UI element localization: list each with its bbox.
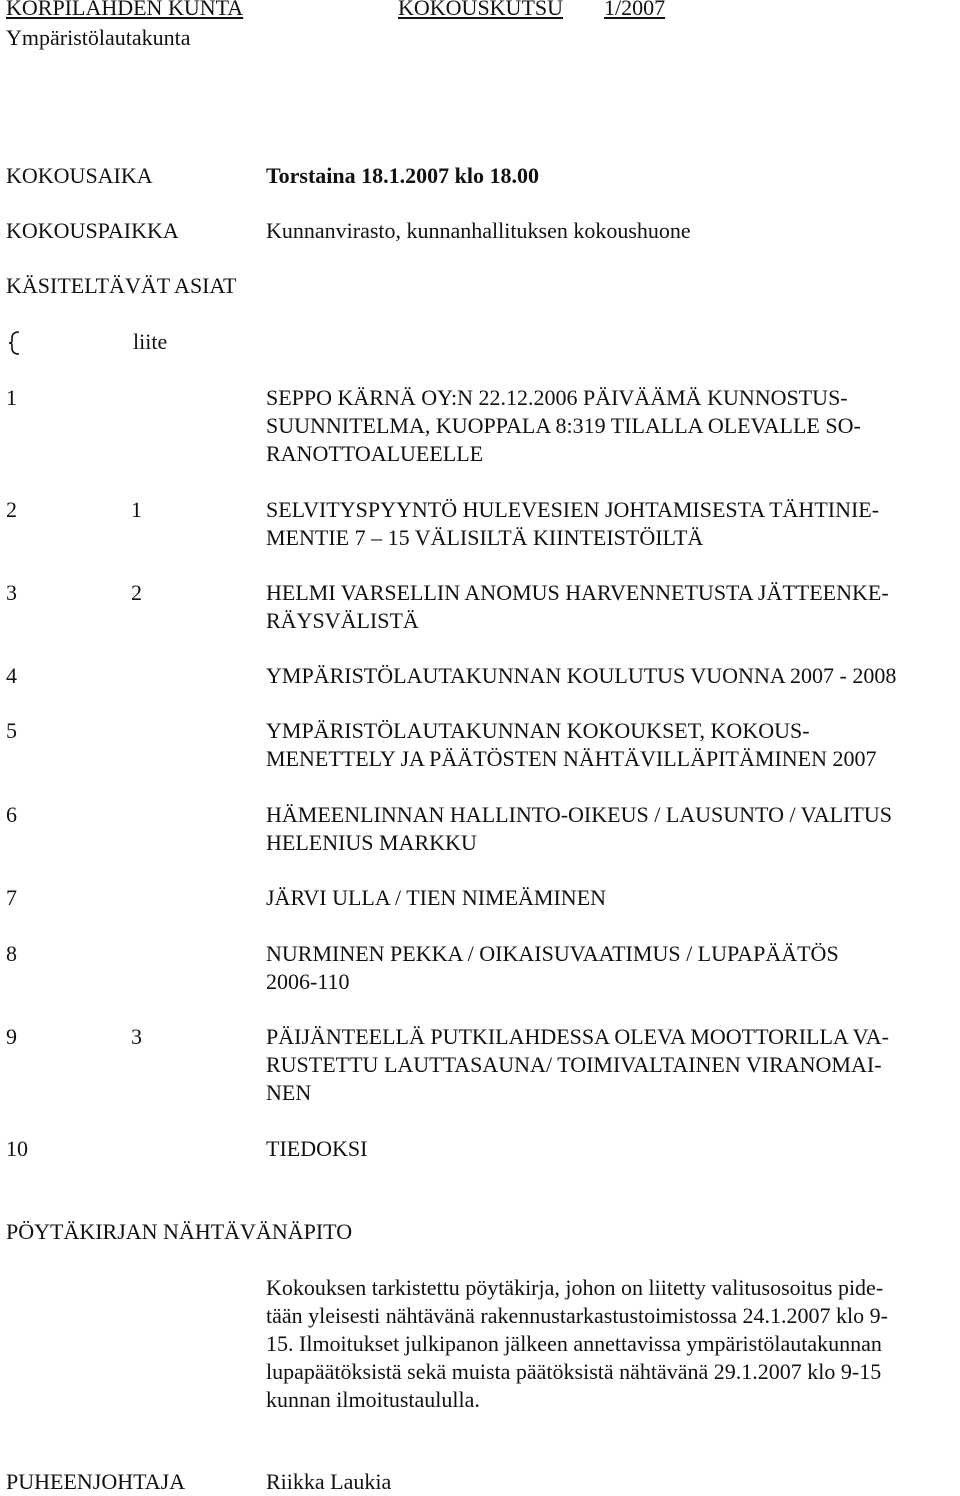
item-number: 5	[6, 718, 17, 743]
meeting-time-label: KOKOUSAIKA	[6, 163, 153, 188]
document-type: KOKOUSKUTSU	[398, 0, 564, 20]
board-name: Ympäristölautakunta	[6, 25, 191, 50]
paragraph-line: tään yleisesti nähtävänä rakennustarkastustoimistossa 24.1.2007 klo 9-	[266, 1303, 888, 1328]
meeting-time-value: Torstaina 18.1.2007 klo 18.00	[266, 163, 540, 188]
item-title-line: MENETTELY JA PÄÄTÖSTEN NÄHTÄVILLÄPITÄMINEN 2007	[266, 746, 877, 771]
item-attachment: 1	[131, 497, 142, 522]
item-number: 2	[6, 497, 17, 522]
document-number: 1/2007	[604, 0, 666, 20]
item-number: 6	[6, 802, 17, 827]
paragraph-line: lupapäätöksistä sekä muista päätöksistä nähtävänä 29.1.2007 klo 9-15	[266, 1359, 882, 1384]
item-title-line: SELVITYSPYYNTÖ HULEVESIEN JOHTAMISESTA TÄHTINIE-	[266, 497, 880, 522]
meeting-place-value: Kunnanvirasto, kunnanhallituksen kokoushuone	[266, 218, 691, 243]
attachment-column-label: liite	[133, 329, 168, 354]
item-title-line: SUUNNITELMA, KUOPPALA 8:319 TILALLA OLEVALLE SO-	[266, 413, 861, 438]
agenda-heading: KÄSITELTÄVÄT ASIAT	[6, 273, 237, 298]
item-attachment: 3	[131, 1024, 142, 1049]
item-title-line: HELENIUS MARKKU	[266, 830, 477, 855]
item-number: 8	[6, 941, 17, 966]
attachment-marker-icon	[6, 330, 24, 356]
item-number: 4	[6, 663, 17, 688]
chair-name: Riikka Laukia	[266, 1469, 392, 1494]
item-title-line: PÄIJÄNTEELLÄ PUTKILAHDESSA OLEVA MOOTTORILLA VA-	[266, 1024, 889, 1049]
item-title-line: SEPPO KÄRNÄ OY:N 22.12.2006 PÄIVÄÄMÄ KUNNOSTUS-	[266, 385, 848, 410]
meeting-place-label: KOKOUSPAIKKA	[6, 218, 179, 243]
item-title-line: YMPÄRISTÖLAUTAKUNNAN KOULUTUS VUONNA 2007 - 2008	[266, 663, 897, 688]
item-number: 9	[6, 1024, 17, 1049]
item-number: 7	[6, 885, 17, 910]
item-title-line: NEN	[266, 1080, 312, 1105]
item-title-line: HELMI VARSELLIN ANOMUS HARVENNETUSTA JÄTTEENKE-	[266, 580, 889, 605]
paragraph-line: Kokouksen tarkistettu pöytäkirja, johon on liitetty valitusosoitus pide-	[266, 1275, 884, 1300]
item-number: 1	[6, 385, 17, 410]
item-title-line: RANOTTOALUEELLE	[266, 441, 484, 466]
paragraph-line: 15. Ilmoitukset julkipanon jälkeen annettavissa ympäristölautakunnan	[266, 1331, 882, 1356]
item-title-line: JÄRVI ULLA / TIEN NIMEÄMINEN	[266, 885, 607, 910]
minutes-heading: PÖYTÄKIRJAN NÄHTÄVÄNÄPITO	[6, 1219, 353, 1244]
item-title-line: NURMINEN PEKKA / OIKAISUVAATIMUS / LUPAPÄÄTÖS	[266, 941, 839, 966]
item-title-line: RÄYSVÄLISTÄ	[266, 608, 419, 633]
item-title-line: TIEDOKSI	[266, 1136, 368, 1161]
item-number: 10	[6, 1136, 28, 1161]
item-title-line: RUSTETTU LAUTTASAUNA/ TOIMIVALTAINEN VIRANOMAI-	[266, 1052, 882, 1077]
municipality-name: KORPILAHDEN KUNTA	[6, 0, 244, 20]
paragraph-line: kunnan ilmoitustaululla.	[266, 1387, 480, 1412]
chair-label: PUHEENJOHTAJA	[6, 1469, 186, 1494]
item-title-line: 2006-110	[266, 969, 350, 994]
item-attachment: 2	[131, 580, 142, 605]
minutes-paragraph	[266, 1274, 946, 1414]
item-title-line: YMPÄRISTÖLAUTAKUNNAN KOKOUKSET, KOKOUS-	[266, 718, 810, 743]
item-title-line: HÄMEENLINNAN HALLINTO-OIKEUS / LAUSUNTO / VALITUS	[266, 802, 892, 827]
item-number: 3	[6, 580, 17, 605]
item-title-line: MENTIE 7 – 15 VÄLISILTÄ KIINTEISTÖILTÄ	[266, 525, 704, 550]
